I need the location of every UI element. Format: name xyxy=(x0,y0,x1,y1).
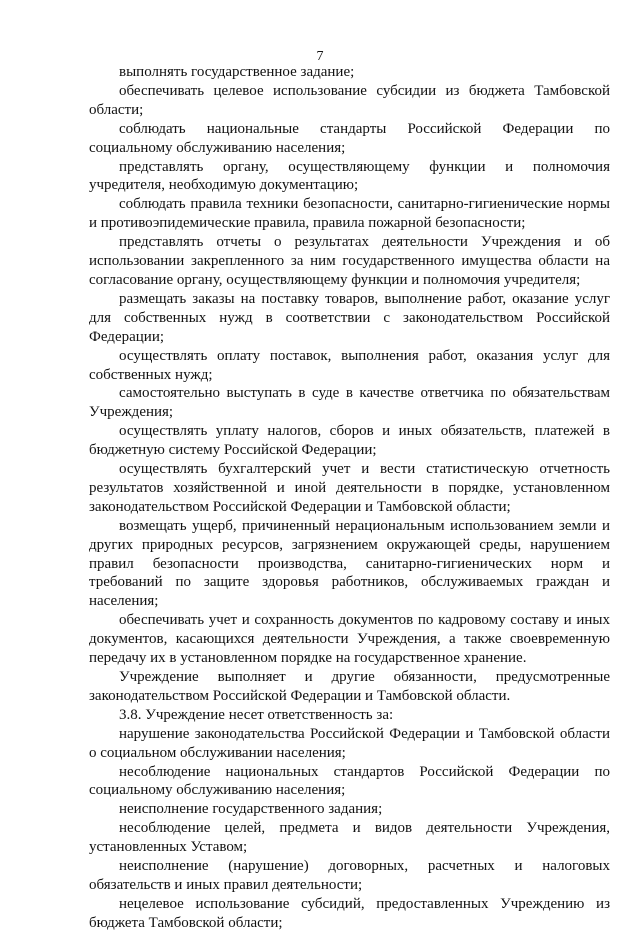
paragraph: осуществлять оплату поставок, выполнения работ, оказания услуг для собственных нужд; xyxy=(89,347,610,383)
paragraph: самостоятельно выступать в суде в качестве ответчика по обязательствам Учреждения; xyxy=(89,385,610,421)
paragraph: нарушение законодательства Российской Федерации и Тамбовской области о социальном обслуживании населения; xyxy=(89,725,610,761)
paragraph: нецелевое использование субсидий, предоставленных Учреждению из бюджета Тамбовской области; xyxy=(89,895,610,931)
paragraph: представлять органу, осуществляющему функции и полномочия учредителя, необходимую документацию; xyxy=(89,158,610,194)
paragraph: несоблюдение национальных стандартов Российской Федерации по социальному обслуживанию населения; xyxy=(89,763,610,799)
paragraph: выполнять государственное задание; xyxy=(119,64,355,80)
paragraph: обеспечивать целевое использование субсидии из бюджета Тамбовской области; xyxy=(89,82,610,118)
paragraph: обеспечивать учет и сохранность документов по кадровому составу и иных документов, касающихся деятельности Учреждения, а также своевременную передачу их в установленном порядке на государственное хранение. xyxy=(89,612,610,667)
paragraph: соблюдать правила техники безопасности, санитарно-гигиенические нормы и противоэпидемические правила, правила пожарной безопасности; xyxy=(89,196,610,232)
paragraph: осуществлять уплату налогов, сборов и иных обязательств, платежей в бюджетную систему Российской Федерации; xyxy=(89,423,610,459)
paragraph: представлять отчеты о результатах деятельности Учреждения и об использовании закрепленного за ним государственного имущества области на согласование органу, осуществляющему функции и полномочия учредителя; xyxy=(89,234,610,288)
paragraph: несоблюдение целей, предмета и видов деятельности Учреждения, установленных Уставом; xyxy=(89,820,610,856)
paragraph: неисполнение (нарушение) договорных, расчетных и налоговых обязательств и иных правил деятельности; xyxy=(89,858,610,893)
document-body xyxy=(89,63,610,933)
paragraph: размещать заказы на поставку товаров, выполнение работ, оказание услуг для собственных нужд в соответствии с законодательством Российской Федерации; xyxy=(89,290,610,345)
paragraph: соблюдать национальные стандарты Российской Федерации по социальному обслуживанию населения; xyxy=(89,120,610,156)
paragraph: осуществлять бухгалтерский учет и вести статистическую отчетность результатов хозяйственной и иной деятельности в порядке, установленном законодательством Российской Федерации и Тамбовской области; xyxy=(89,461,610,515)
paragraph: неисполнение государственного задания; xyxy=(119,801,383,818)
section-heading: 3.8. Учреждение несет ответственность за: xyxy=(119,706,394,723)
paragraph: возмещать ущерб, причиненный нерациональным использованием земли и других природных ресурсов, загрязнением окружающей среды, нарушением правил безопасности производства, санитарно-гигиенических норм и требований по защите здоровья работников, обслуживаемых граждан и населения; xyxy=(89,517,610,610)
page-number: 7 xyxy=(316,49,324,64)
paragraph: Учреждение выполняет и другие обязанности, предусмотренные законодательством Российской Федерации и Тамбовской области. xyxy=(89,669,610,704)
